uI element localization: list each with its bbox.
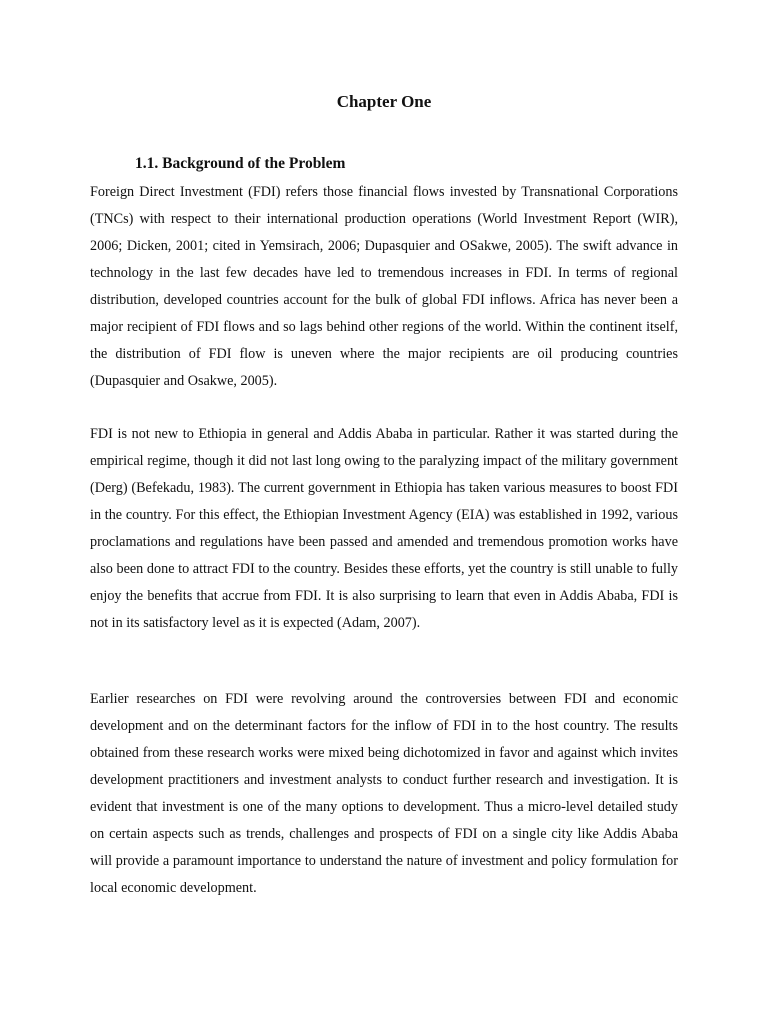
paragraph-fdi-ethiopia: FDI is not new to Ethiopia in general and Addis Ababa in particular. Rather it was started during the empirical regime, though it did not last long owing to the paralyzing impact of the military government (Derg) (Befekadu, 1983). The current government in Ethiopia has taken various measures to boost FDI in the country. For this effect, the Ethiopian Investment Agency (EIA) was established in 1992, various proclamations and regulations have been passed and amended and tremendous promotion works have also been done to attract FDI to the country. Besides these efforts, yet the country is still unable to fully enjoy the benefits that accrue from FDI. It is also surprising to learn that even in Addis Ababa, FDI is not in its satisfactory level as it is expected (Adam, 2007). (90, 426, 678, 631)
chapter-title: Chapter One (336, 92, 432, 111)
paragraph-earlier-research: Earlier researches on FDI were revolving around the controversies between FDI and economic development and on the determinant factors for the inflow of FDI in to the host country. The results obtained from these research works were mixed being dichotomized in favor and against which invites development practitioners and investment analysts to conduct further research and investigation. It is evident that investment is one of the many options to development. Thus a micro-level detailed study on certain aspects such as trends, challenges and prospects of FDI on a single city like Addis Ababa will provide a paramount importance to understand the nature of investment and policy formulation for local economic development. (90, 691, 678, 896)
section-heading: 1.1. Background of the Problem (135, 155, 346, 172)
paragraph-fdi-definition: Foreign Direct Investment (FDI) refers those financial flows invested by Transnational Corporations (TNCs) with respect to their international production operations (World Investment Report (WIR), 2006; Dicken, 2001; cited in Yemsirach, 2006; Dupasquier and OSakwe, 2005). The swift advance in technology in the last few decades have led to tremendous increases in FDI. In terms of regional distribution, developed countries account for the bulk of global FDI inflows. Africa has never been a major recipient of FDI flows and so lags behind other regions of the world. Within the continent itself, the distribution of FDI flow is uneven where the major recipients are oil producing countries (Dupasquier and Osakwe, 2005). (90, 184, 678, 389)
